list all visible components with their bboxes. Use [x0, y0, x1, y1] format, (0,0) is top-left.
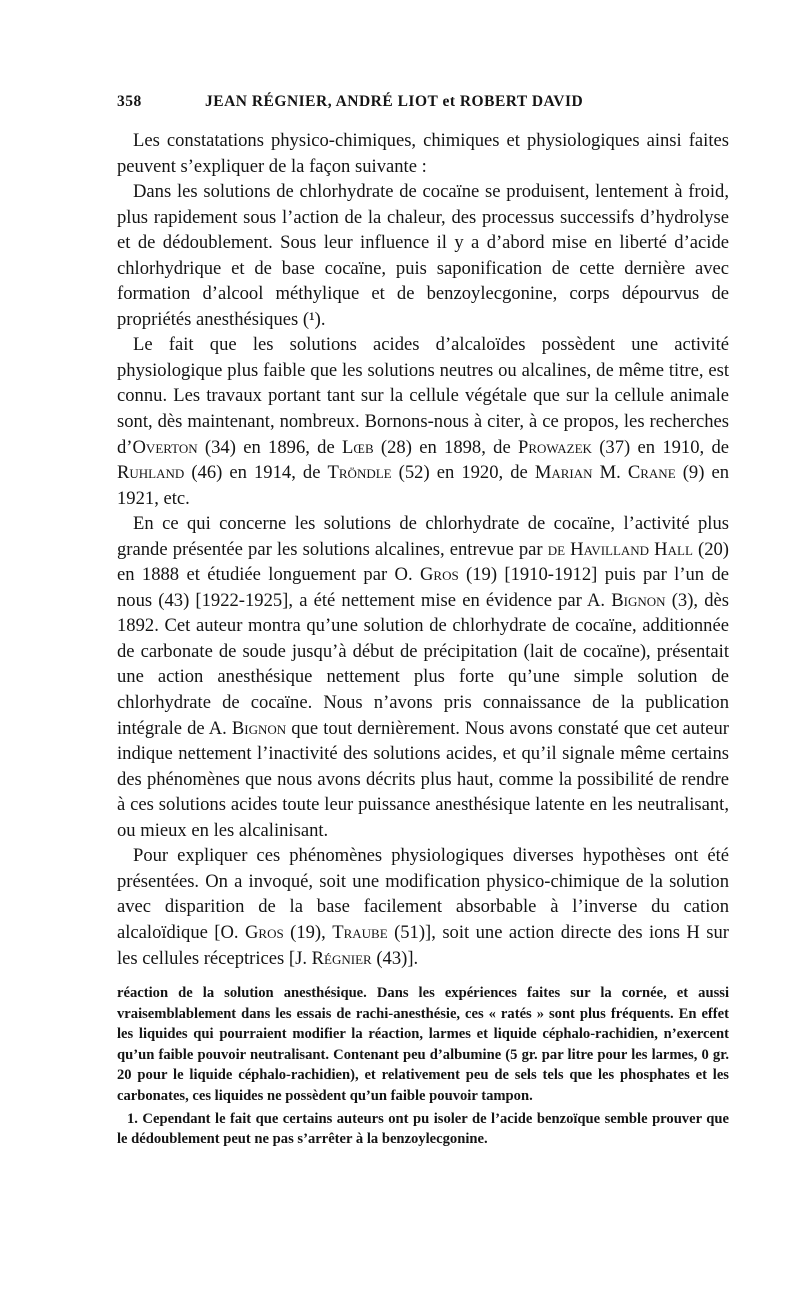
author-name: Marian M. Crane [534, 462, 676, 484]
author-name: Traube [332, 921, 388, 943]
author-name: Lœb [342, 436, 374, 458]
author-name: Gros [245, 921, 284, 943]
paragraph: Les constatations physico-chimiques, chimiques et physiologiques ainsi faites peuvent s’expliquer de la façon suivante : [117, 130, 729, 177]
author-name: Bignon [611, 589, 666, 611]
paragraph: Le fait que les solutions acides d’alcaloïdes possèdent une activité physiologique plus faible que les solutions neutres ou alcalines, de même titre, est connu. Les travaux portant tant sur la cellule végétale que sur la cellule animale sont, dès maintenant, nombreux. Bornons-nous à citer, à ce propos, les recherches d’Overton (34) en 1896, de Lœb (28) en 1898, de Prowazek (37) en 1910, de Ruhland (46) en 1914, de Tröndle (52) en 1920, de Marian M. Crane (9) en 1921, etc. [117, 334, 729, 509]
footnotes [117, 983, 729, 1150]
paragraph: En ce qui concerne les solutions de chlorhydrate de cocaïne, l’activité plus grande présentée par les solutions alcalines, entrevue par de Havilland Hall (20) en 1888 et étudiée longuement par O. Gros (19) [1910-1912] puis par l’un de nous (43) [1922-1925], a été nettement mise en évidence par A. Bignon (3), dès 1892. Cet auteur montra qu’une solution de chlorhydrate de cocaïne, additionnée de carbonate de soude jusqu’à début de précipitation (lait de cocaïne), présentait une action anesthésique nettement plus forte qu’une simple solution de chlorhydrate de cocaïne. Nous n’avons pris connaissance de la publication intégrale de A. Bignon que tout dernièrement. Nous avons constaté que cet auteur indique nettement l’inactivité des solutions acides, et qu’il signale même certains des phénomènes que nous avons décrits plus haut, comme la possibilité de rendre à ces solutions acides toute leur puissance anesthésique latente en les neutralisant, ou mieux en les alcalinisant. [117, 513, 730, 841]
author-name: Gros [419, 564, 459, 586]
author-name: Overton [132, 436, 198, 458]
author-name: Tröndle [327, 462, 392, 484]
paragraph: Pour expliquer ces phénomènes physiologiques diverses hypothèses ont été présentées. On a invoqué, soit une modification physico-chimique de la solution avec disparition de la base facilement absorbable à l’inverse du cation alcaloïdique [O. Gros (19), Traube (51)], soit une action directe des ions H sur les cellules réceptrices [J. Régnier (43)]. [117, 845, 729, 969]
author-name: de Havilland Hall [547, 538, 693, 560]
author-name: Régnier [311, 947, 372, 969]
author-name: Bignon [231, 717, 287, 739]
paragraph: Dans les solutions de chlorhydrate de cocaïne se produisent, lentement à froid, plus rapidement sous l’action de la chaleur, des processus successifs d’hydrolyse et de dédoublement. Sous leur influence il y a d’abord mise en liberté d’acide chlorhydrique et de base cocaïne, puis saponification de cette dernière avec formation d’alcool méthylique et de benzoylecgonine, corps dépourvus de propriétés anesthésiques (¹). [117, 181, 729, 330]
main-text [117, 128, 729, 971]
running-title: JEAN RÉGNIER, ANDRÉ LIOT et ROBERT DAVID [205, 93, 584, 110]
page-number: 358 [117, 93, 142, 110]
author-name: Prowazek [518, 436, 592, 458]
footnote-1: 1. Cependant le fait que certains auteurs ont pu isoler de l’acide benzoïque semble prouver que le dédoublement peut ne pas s’arrêter à la benzoylecgonine. [117, 1110, 729, 1148]
running-header [117, 93, 747, 117]
author-name: Ruhland [117, 462, 185, 484]
footnote-continuation: réaction de la solution anesthésique. Dans les expériences faites sur la cornée, et aussi vraisemblablement dans les essais de rachi-anesthésie, ces « ratés » sont plus fréquents. En effet les liquides qui pourraient modifier la réaction, larmes et liquide céphalo-rachidien, n’exercent qu’un faible pouvoir neutralisant. Contenant peu d’albumine (5 gr. par litre pour les larmes, 0 gr. 20 pour le liquide céphalo-rachidien), et relativement peu de sels tels que les phosphates et les carbonates, ces liquides ne possèdent qu’un faible pouvoir tampon. [117, 985, 729, 1104]
